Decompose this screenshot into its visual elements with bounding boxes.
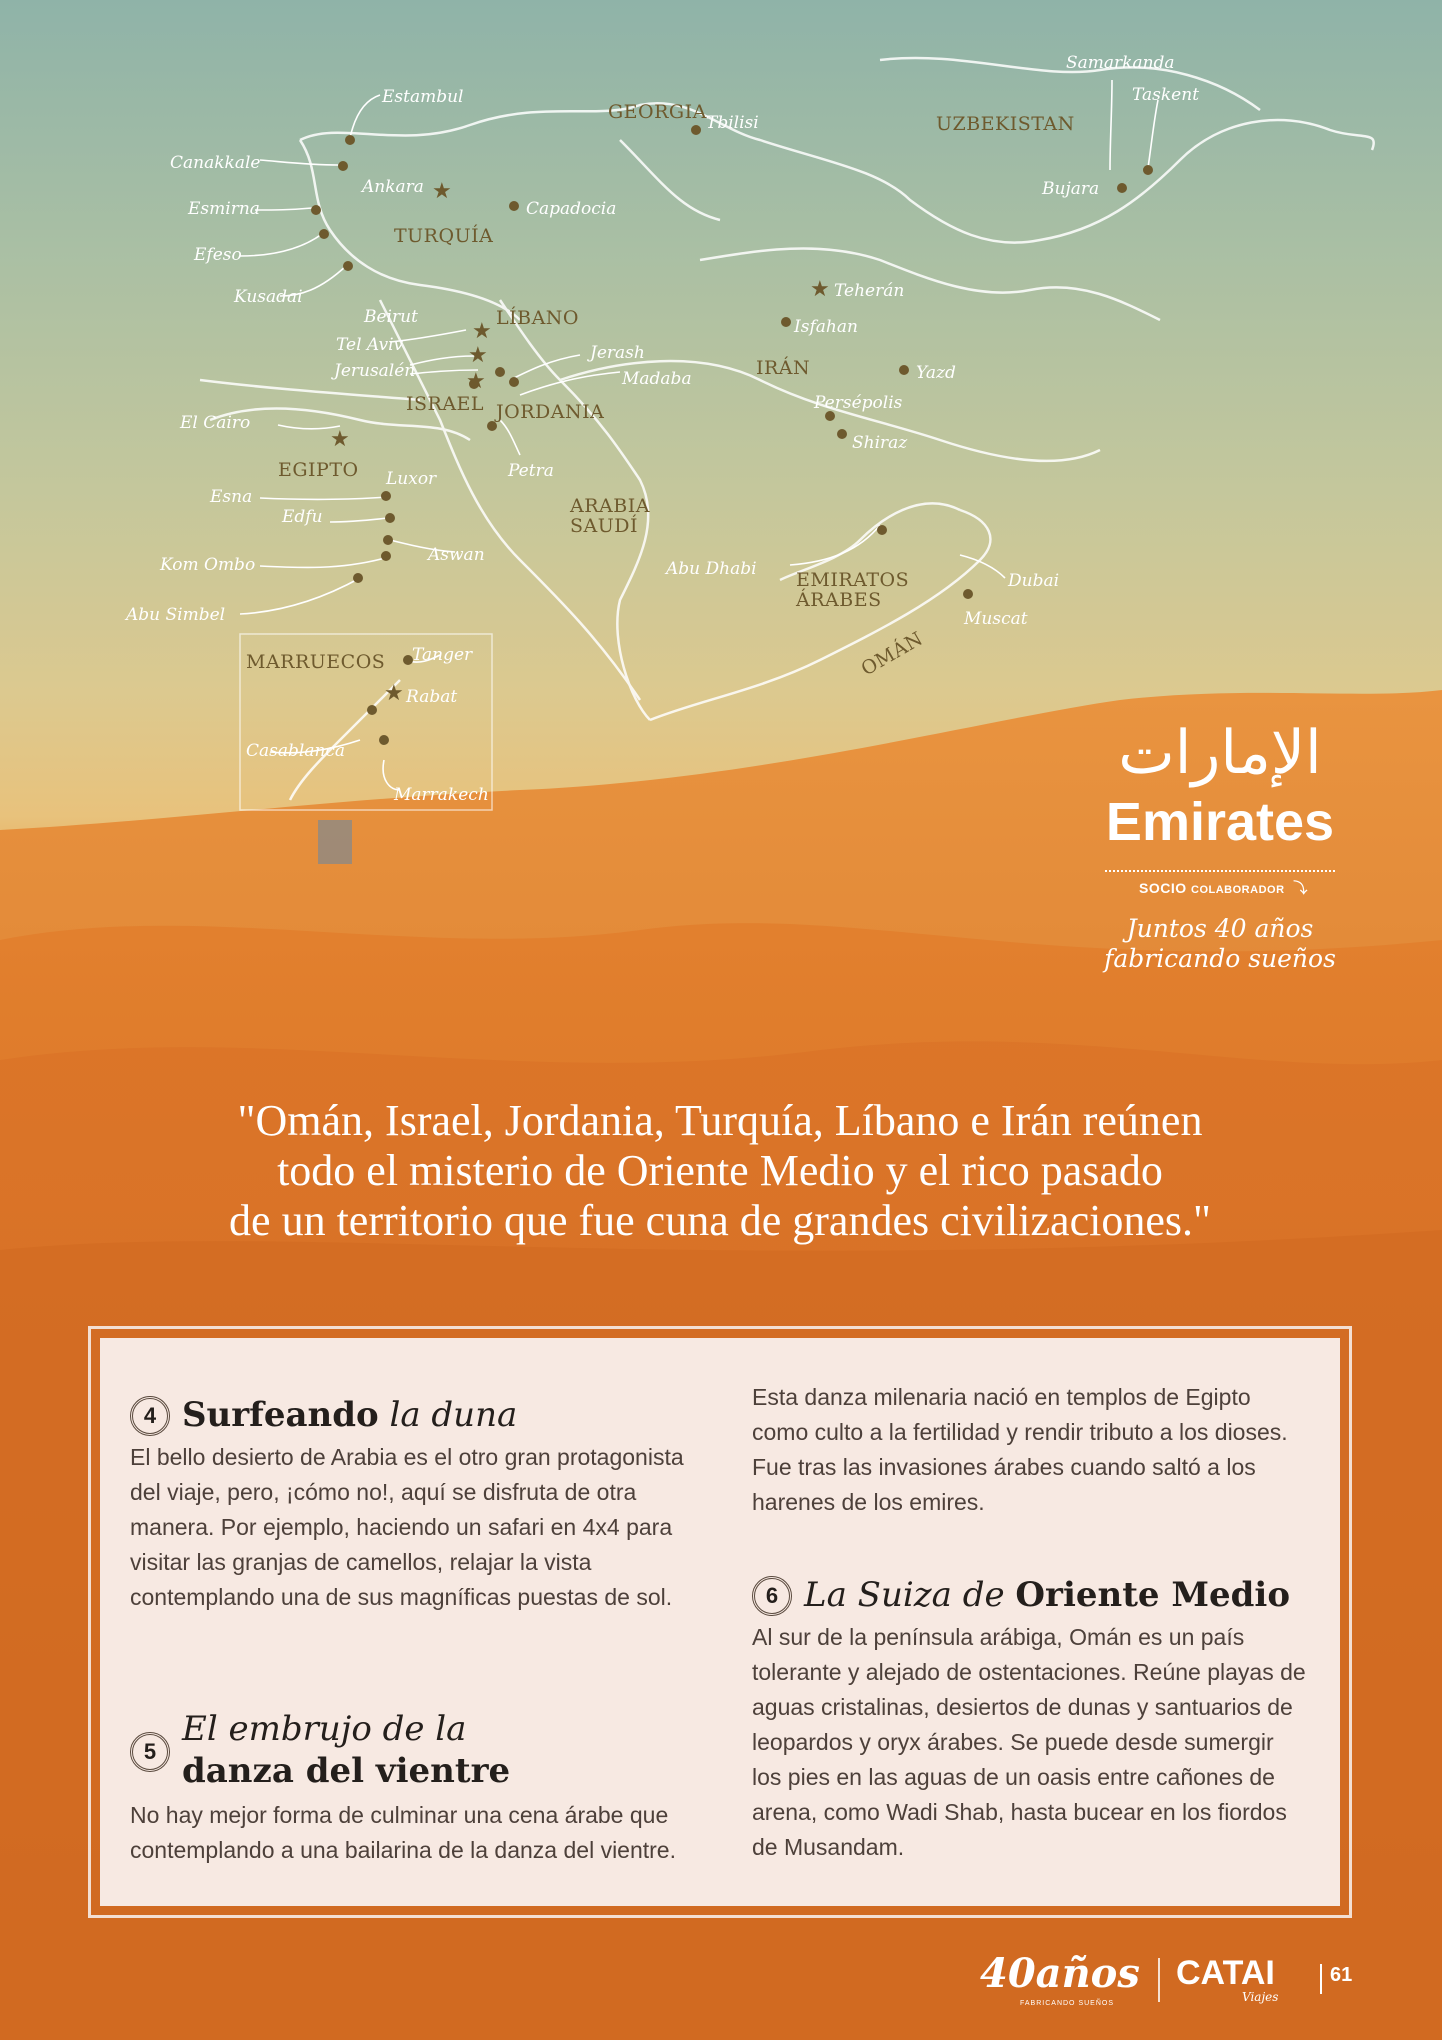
info-panel [100,1338,1340,1906]
svg-text:★: ★ [472,319,492,344]
svg-text:Esmirna: Esmirna [188,199,260,219]
socio-text: SOCIO [1139,880,1187,896]
svg-text:Estambul: Estambul [382,87,464,107]
section-5 [130,1708,685,1868]
svg-text:Tel Aviv: Tel Aviv [336,335,404,355]
svg-text:Tbilisi: Tbilisi [706,113,759,133]
section-5-title-bold: danza del vientre [182,1751,511,1791]
svg-text:Muscat: Muscat [964,609,1028,629]
svg-text:Marrakech: Marrakech [394,785,489,805]
svg-text:ÁRABES: ÁRABES [796,589,882,611]
svg-text:Canakkale: Canakkale [170,153,261,173]
svg-text:Kusadai: Kusadai [234,287,303,307]
svg-text:Aswan: Aswan [428,545,485,565]
svg-text:Samarkanda: Samarkanda [1066,53,1175,73]
svg-text:Petra: Petra [508,461,554,481]
curved-arrow-icon: ⤵ [1288,880,1308,896]
svg-text:El Cairo: El Cairo [180,413,251,433]
svg-text:Dubai: Dubai [1008,571,1060,591]
juntos-tagline [1095,914,1345,974]
fabricando-suenos-label: FABRICANDO SUEÑOS [1020,2000,1115,2007]
svg-text:SAUDÍ: SAUDÍ [570,515,638,537]
svg-text:Isfahan: Isfahan [794,317,858,337]
svg-text:Persépolis: Persépolis [814,393,903,413]
capital-stars [330,179,830,706]
svg-text:★: ★ [384,681,404,706]
svg-text:★: ★ [810,277,830,302]
socio-colaborador-label [1095,878,1345,898]
svg-text:★: ★ [330,427,350,452]
section-6-body: Al sur de la península arábiga, Omán es un país tolerante y alejado de ostentaciones. Reúne playas de aguas cristalinas, desiertos de dunas y santuarios de leopardos y oryx árabes. Se puede desde sumergir los pies en las aguas de un oasis entre cañones de arena, como Wadi Shab, hasta bucear en los fiordos de Musandam. [752,1624,1306,1860]
quote-line-3: de un territorio que fue cuna de grandes civilizaciones." [229,1196,1211,1245]
page-number-bar [1320,1964,1322,1994]
svg-text:TURQUÍA: TURQUÍA [394,225,494,247]
svg-text:Tanger: Tanger [412,645,473,665]
section-number-badge: 4 [130,1396,170,1436]
section-6 [752,1574,1307,1865]
section-6-title-bold: Oriente Medio [1015,1575,1291,1615]
viajes-label: Viajes [1242,1990,1279,2004]
svg-text:Shiraz: Shiraz [852,433,908,453]
svg-text:EMIRATOS: EMIRATOS [796,569,910,591]
svg-text:EGIPTO: EGIPTO [278,459,359,481]
section-number-badge: 6 [752,1576,792,1616]
svg-text:Taskent: Taskent [1132,85,1200,105]
section-5-body-continued: Esta danza milenaria nació en templos de Egipto como culto a la fertilidad y rendir tributo a los dioses. Fue tras las invasiones árabes cuando saltó a los harenes de los emires. [752,1384,1288,1515]
page-footer [980,1950,1380,2010]
svg-text:★: ★ [466,369,486,394]
svg-text:Capadocia: Capadocia [526,199,617,219]
svg-text:Edfu: Edfu [282,507,323,527]
section-6-title [752,1574,1307,1616]
pull-quote [110,1096,1330,1246]
svg-text:Esna: Esna [210,487,253,507]
svg-text:Jerusalén: Jerusalén [334,361,416,381]
svg-text:UZBEKISTAN: UZBEKISTAN [936,113,1075,135]
svg-text:ISRAEL: ISRAEL [406,393,485,415]
section-4-body: El bello desierto de Arabia es el otro gran protagonista del viaje, pero, ¡cómo no!, aquí se disfruta de otra manera. Por ejemplo, haciendo un safari en 4x4 para visitar las granjas de camellos, relajar la vista contemplando una de sus magníficas puestas de sol. [130,1444,684,1610]
svg-text:IRÁN: IRÁN [756,357,811,379]
svg-text:LÍBANO: LÍBANO [496,307,580,329]
section-6-title-italic: La Suiza de [804,1575,1005,1615]
catai-logo: CATAI [1176,1954,1275,1992]
svg-text:GEORGIA: GEORGIA [608,101,707,123]
svg-text:★: ★ [432,179,452,204]
section-5-body: No hay mejor forma de culminar una cena árabe que contemplando a una bailarina de la danza del vientre. [130,1802,676,1863]
svg-text:Kom Ombo: Kom Ombo [160,555,256,575]
svg-text:Beirut: Beirut [364,307,418,327]
page-number: 61 [1330,1964,1353,1986]
section-number-badge: 5 [130,1732,170,1772]
svg-text:Rabat: Rabat [406,687,458,707]
svg-text:Jerash: Jerash [590,343,645,363]
quote-line-1: "Omán, Israel, Jordania, Turquía, Líbano e Irán reúnen [237,1096,1203,1145]
section-4-title-italic: la duna [389,1395,518,1435]
svg-text:Casablanca: Casablanca [246,741,346,761]
juntos-line-1: Juntos 40 años [1126,914,1314,943]
section-4 [130,1394,685,1615]
city-labels [124,53,1199,805]
section-5-title-italic: El embrujo de la [182,1709,467,1749]
coastlines [200,58,1374,720]
emirates-partner-block [1095,710,1345,1050]
emirates-arabic-logo: الإمارات [1118,718,1322,788]
40-anos-logo: 40años [980,1950,1140,1997]
colaborador-text: COLABORADOR [1191,884,1285,896]
svg-text:JORDANIA: JORDANIA [496,401,605,423]
svg-text:MARRUECOS: MARRUECOS [246,651,386,673]
juntos-line-2: fabricando sueños [1104,944,1336,973]
svg-text:ARABIA: ARABIA [570,495,650,517]
svg-text:Teherán: Teherán [834,281,905,301]
dotted-divider [1105,870,1335,872]
svg-text:Abu Dhabi: Abu Dhabi [666,559,757,579]
section-4-title-bold: Surfeando [182,1395,379,1435]
svg-text:★: ★ [468,343,488,368]
svg-text:Ankara: Ankara [362,177,424,197]
svg-text:OMÁN: OMÁN [857,627,927,681]
svg-text:Efeso: Efeso [194,245,242,265]
svg-text:Bujara: Bujara [1042,179,1100,199]
svg-text:Yazd: Yazd [916,363,956,383]
svg-text:Madaba: Madaba [622,369,692,389]
quote-line-2: todo el misterio de Oriente Medio y el rico pasado [277,1146,1163,1195]
footer-separator [1158,1958,1160,2002]
svg-text:Luxor: Luxor [386,469,437,489]
section-4-title [130,1394,685,1436]
section-5-title [130,1708,685,1792]
svg-text:Abu Simbel: Abu Simbel [126,605,226,625]
emirates-wordmark: Emirates [1105,792,1335,852]
